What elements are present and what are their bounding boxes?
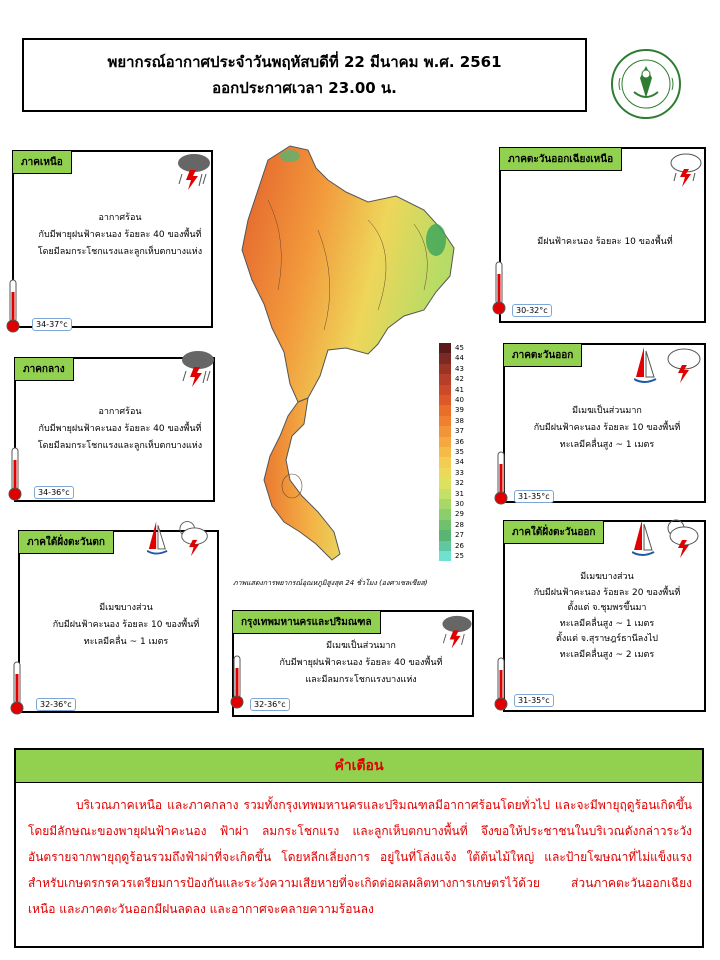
legend-swatch bbox=[439, 416, 451, 426]
legend-swatch bbox=[439, 405, 451, 415]
thermometer-icon bbox=[10, 660, 24, 716]
legend-swatch bbox=[439, 478, 451, 488]
legend-label: 29 bbox=[455, 510, 464, 519]
sailboat-sun-thunderstorm-icon bbox=[147, 516, 211, 560]
title-box bbox=[22, 38, 587, 112]
legend-label: 45 bbox=[455, 344, 464, 352]
south-east-forecast: มีเมฆบางส่วน กับมีฝนฟ้าคะนอง ร้อยละ 20 ของพื้นที่ ตั้งแต่ จ.ชุมพรขึ้นมา ทะเลมีคลื่นสูง ~ 1 เมตร ตั้งแต่ จ.สุราษฎร์ธานีลงไป ทะเลมีคลื่นสูง ~ 2 เมตร bbox=[533, 572, 681, 660]
legend-label: 37 bbox=[455, 427, 464, 436]
thunderstorm-hail-icon bbox=[176, 152, 212, 196]
legend-label: 25 bbox=[455, 552, 464, 560]
warning-box bbox=[14, 748, 704, 948]
legend-label: 39 bbox=[455, 406, 464, 415]
thermometer-icon bbox=[494, 656, 508, 712]
central-forecast: อากาศร้อน กับมีพายุฝนฟ้าคะนอง ร้อยละ 40 ของพื้นที่ โดยมีลมกระโชกแรงและลูกเห็บตกบางแห่ง bbox=[37, 407, 203, 451]
legend-label: 42 bbox=[455, 375, 464, 384]
north-temp: 34-37°c bbox=[32, 318, 72, 331]
legend-label: 26 bbox=[455, 541, 464, 550]
south-east-header: ภาคใต้ฝั่งตะวันออก bbox=[503, 520, 604, 544]
legend-swatch bbox=[439, 353, 451, 363]
legend-label: 28 bbox=[455, 520, 464, 529]
legend-label: 31 bbox=[455, 489, 464, 498]
sailboat-sun-thunderstorm-icon bbox=[632, 516, 702, 560]
legend-swatch bbox=[439, 447, 451, 457]
east-forecast: มีเมฆเป็นส่วนมาก กับมีฝนฟ้าคะนอง ร้อยละ 10 ของพื้นที่ ทะเลมีคลื่นสูง ~ 1 เมตร bbox=[533, 406, 681, 450]
thermometer-icon bbox=[230, 654, 244, 710]
legend-label: 35 bbox=[455, 448, 464, 456]
thunderstorm-icon bbox=[668, 149, 704, 189]
legend-label: 36 bbox=[455, 437, 464, 446]
south-west-temp: 32-36°c bbox=[36, 698, 76, 711]
south-west-forecast: มีเมฆบางส่วน กับมีฝนฟ้าคะนอง ร้อยละ 10 ของพื้นที่ ทะเลมีคลื่น ~ 1 เมตร bbox=[52, 603, 200, 647]
thermometer-icon bbox=[6, 278, 20, 334]
page-title: พยากรณ์อากาศประจำวันพฤหัสบดีที่ 22 มีนาคม พ.ศ. 2561 bbox=[107, 53, 502, 71]
thunderstorm-hail-icon bbox=[440, 614, 474, 654]
meteorological-department-seal-icon bbox=[610, 48, 682, 120]
legend-swatch bbox=[439, 520, 451, 530]
legend-label: 30 bbox=[455, 500, 464, 508]
south-east-temp: 31-35°c bbox=[514, 694, 554, 707]
legend-label: 32 bbox=[455, 479, 464, 488]
legend-label: 43 bbox=[455, 364, 464, 373]
legend-swatch bbox=[439, 343, 451, 353]
central-temp: 34-36°c bbox=[34, 486, 74, 499]
legend-swatch bbox=[439, 551, 451, 561]
legend-label: 40 bbox=[455, 396, 464, 404]
east-temp: 31-35°c bbox=[514, 490, 554, 503]
thermometer-icon bbox=[8, 446, 22, 502]
legend-swatch bbox=[439, 426, 451, 436]
legend-swatch bbox=[439, 385, 451, 395]
legend-swatch bbox=[439, 509, 451, 519]
warning-text: บริเวณภาคเหนือ และภาคกลาง รวมทั้งกรุงเทพมหานครและปริมณฑลมีอากาศร้อนโดยทั่วไป และจะมีพายุฤดูร้อนเกิดขึ้นโดยมีลักษณะของพายุฝนฟ้าคะนอง ฟ้าผ่า ลมกระโชกแรง และลูกเห็บตกบางพื้นที่ จึงขอให้ประชาชนในบริเวณดังกล่าวระวังอันตรายจากพายุฤดูร้อนรวมถึงฟ้าผ่าที่จะเกิดขึ้น โดยหลีกเลี่ยงการ อยู่ในที่โล่งแจ้ง ใต้ต้นไม้ใหญ่ และป้ายโฆษณาที่ไม่แข็งแรง สำหรับเกษตรกรควรเตรียมการป้องกันและระวังความเสียหายที่จะเกิดต่อผลผลิตทางการเกษตรไว้ด้วย ส่วนภาคตะวันออกเฉียงเหนือ และภาคตะวันออกมีฝนลดลง และอากาศจะคลายความร้อนลง bbox=[28, 798, 692, 916]
legend-swatch bbox=[439, 457, 451, 467]
bangkok-header: กรุงเทพมหานครและปริมณฑล bbox=[232, 610, 381, 634]
legend-label: 38 bbox=[455, 416, 464, 425]
sailboat-thunderstorm-icon bbox=[634, 343, 704, 387]
legend-swatch bbox=[439, 395, 451, 405]
bangkok-temp: 32-36°c bbox=[250, 698, 290, 711]
northeast-forecast: มีฝนฟ้าคะนอง ร้อยละ 10 ของพื้นที่ bbox=[537, 237, 673, 247]
north-header: ภาคเหนือ bbox=[12, 150, 72, 174]
legend-label: 33 bbox=[455, 468, 464, 477]
legend-swatch bbox=[439, 499, 451, 509]
legend-swatch bbox=[439, 374, 451, 384]
legend-label: 41 bbox=[455, 385, 464, 394]
bangkok-forecast: มีเมฆเป็นส่วนมาก กับมีพายุฝนฟ้าคะนอง ร้อยละ 40 ของพื้นที่ และมีลมกระโชกแรงบางแห่ง bbox=[279, 641, 443, 685]
south-west-header: ภาคใต้ฝั่งตะวันตก bbox=[18, 530, 114, 554]
thermometer-icon bbox=[494, 450, 508, 506]
issue-time: ออกประกาศเวลา 23.00 น. bbox=[212, 79, 397, 97]
map-caption: ภาพแสดงการพยากรณ์อุณหภูมิสูงสุด 24 ชั่วโมง (องศาเซลเซียส) bbox=[233, 579, 428, 587]
thunderstorm-hail-icon bbox=[180, 349, 216, 393]
east-header: ภาคตะวันออก bbox=[503, 343, 582, 367]
thermometer-icon bbox=[492, 260, 506, 316]
north-forecast: อากาศร้อน กับมีพายุฝนฟ้าคะนอง ร้อยละ 40 ของพื้นที่ โดยมีลมกระโชกแรงและลูกเห็บตกบางแห่ง bbox=[37, 213, 203, 257]
legend-swatch bbox=[439, 489, 451, 499]
northeast-temp: 30-32°c bbox=[512, 304, 552, 317]
warning-title: คำเตือน bbox=[16, 750, 702, 783]
legend-swatch bbox=[439, 437, 451, 447]
legend-swatch bbox=[439, 541, 451, 551]
legend-swatch bbox=[439, 468, 451, 478]
legend-label: 27 bbox=[455, 531, 464, 540]
central-header: ภาคกลาง bbox=[14, 357, 74, 381]
legend-swatch bbox=[439, 364, 451, 374]
legend-swatch bbox=[439, 530, 451, 540]
legend-label: 44 bbox=[455, 354, 464, 363]
northeast-header: ภาคตะวันออกเฉียงเหนือ bbox=[499, 147, 622, 171]
legend-label: 34 bbox=[455, 458, 464, 467]
